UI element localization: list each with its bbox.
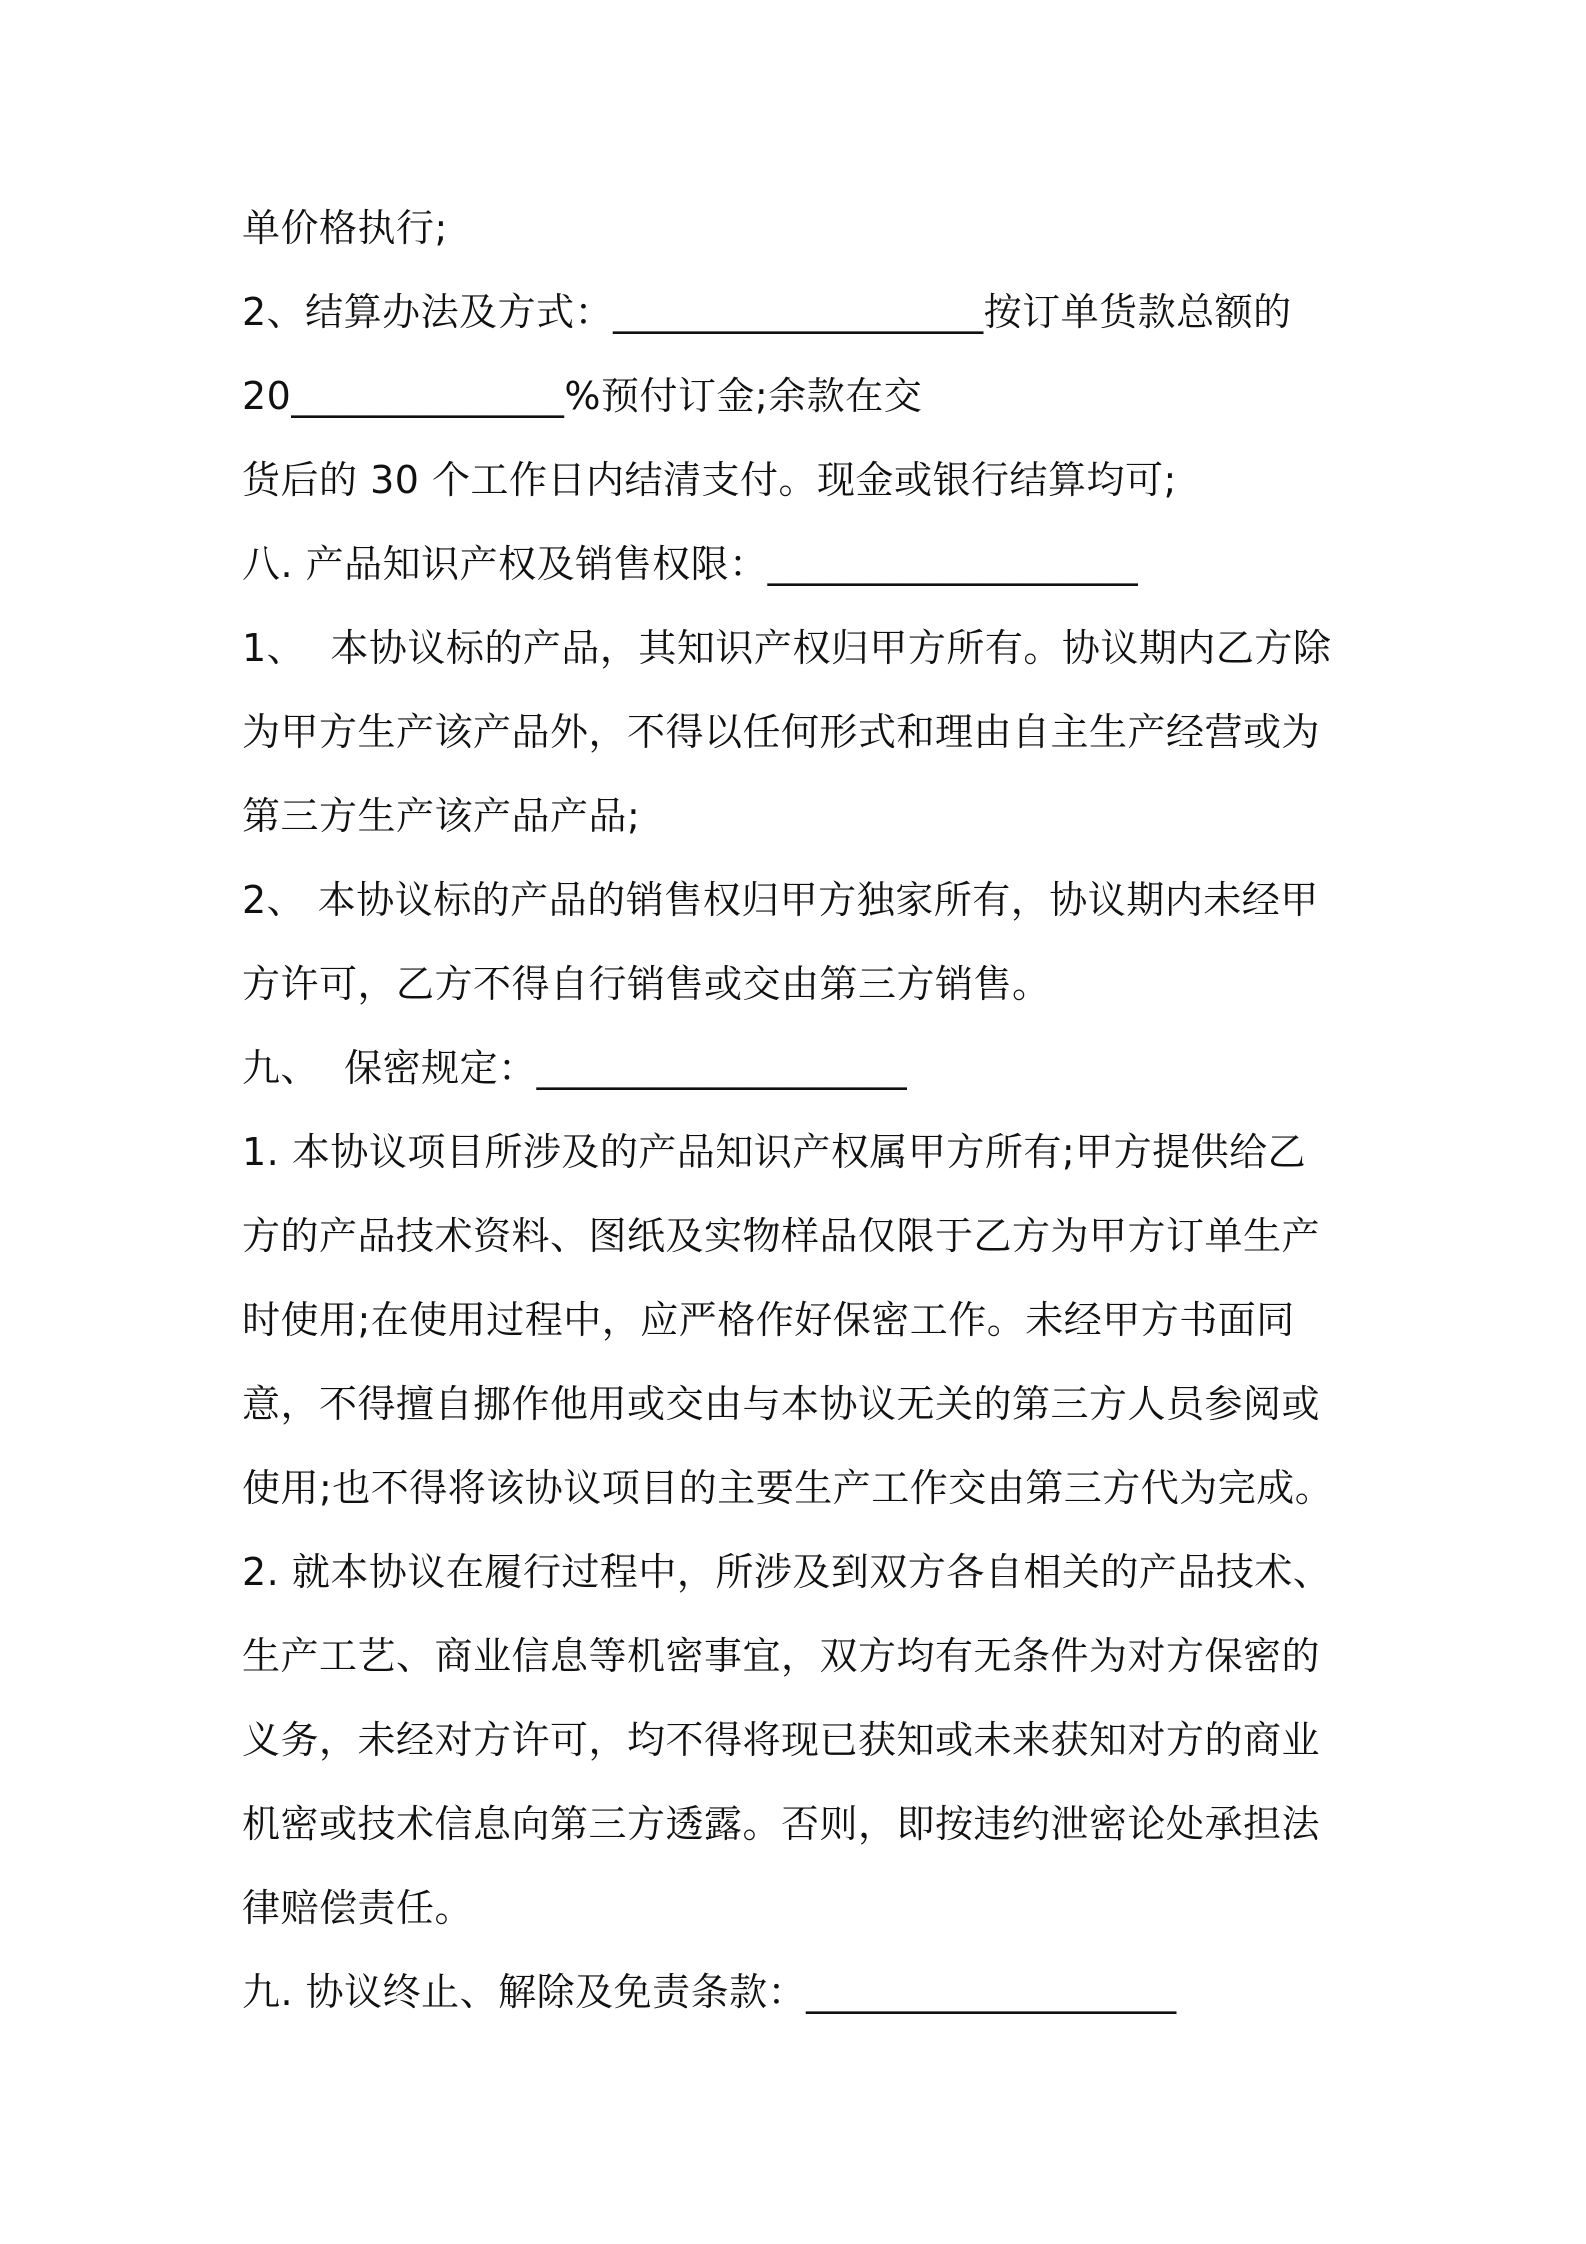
- text-line: 意，不得擅自挪作他用或交由与本协议无关的第三方人员参阅或: [242, 1382, 1321, 1426]
- text-line: 第三方生产该产品产品;: [242, 794, 641, 838]
- text-line: 义务，未经对方许可，均不得将现已获知或未来获知对方的商业: [242, 1718, 1321, 1762]
- text-line: 为甲方生产该产品外，不得以任何形式和理由自主生产经营或为: [242, 710, 1321, 754]
- text-line: 单价格执行;: [242, 206, 448, 250]
- text-line: 生产工艺、商业信息等机密事宜，双方均有无条件为对方保密的: [242, 1634, 1321, 1678]
- text-line: 2、 本协议标的产品的销售权归甲方独家所有，协议期内未经甲: [242, 878, 1319, 922]
- text-line: 20______________%预付订金;余款在交: [242, 374, 923, 418]
- text-line: 方的产品技术资料、图纸及实物样品仅限于乙方为甲方订单生产: [242, 1214, 1321, 1258]
- section-heading: 九. 协议终止、解除及免责条款：___________________: [242, 1970, 1177, 2014]
- text-line: 1. 本协议项目所涉及的产品知识产权属甲方所有;甲方提供给乙: [242, 1130, 1307, 1174]
- text-line: 机密或技术信息向第三方透露。否则，即按违约泄密论处承担法: [242, 1802, 1321, 1846]
- text-line: 时使用;在使用过程中，应严格作好保密工作。未经甲方书面同: [242, 1298, 1295, 1342]
- section-heading: 九、 保密规定：___________________: [242, 1046, 908, 1090]
- text-line: 2. 就本协议在履行过程中，所涉及到双方各自相关的产品技术、: [242, 1550, 1332, 1594]
- section-heading: 八. 产品知识产权及销售权限：___________________: [242, 542, 1139, 586]
- text-line: 使用;也不得将该协议项目的主要生产工作交由第三方代为完成。: [242, 1466, 1334, 1510]
- text-line: 方许可，乙方不得自行销售或交由第三方销售。: [242, 962, 1051, 1006]
- text-line: 2、结算办法及方式：___________________按订单货款总额的: [242, 290, 1292, 334]
- text-line: 货后的 30 个工作日内结清支付。现金或银行结算均可;: [242, 458, 1177, 502]
- text-line: 1、 本协议标的产品，其知识产权归甲方所有。协议期内乙方除: [242, 626, 1332, 670]
- text-line: 律赔偿责任。: [242, 1886, 474, 1930]
